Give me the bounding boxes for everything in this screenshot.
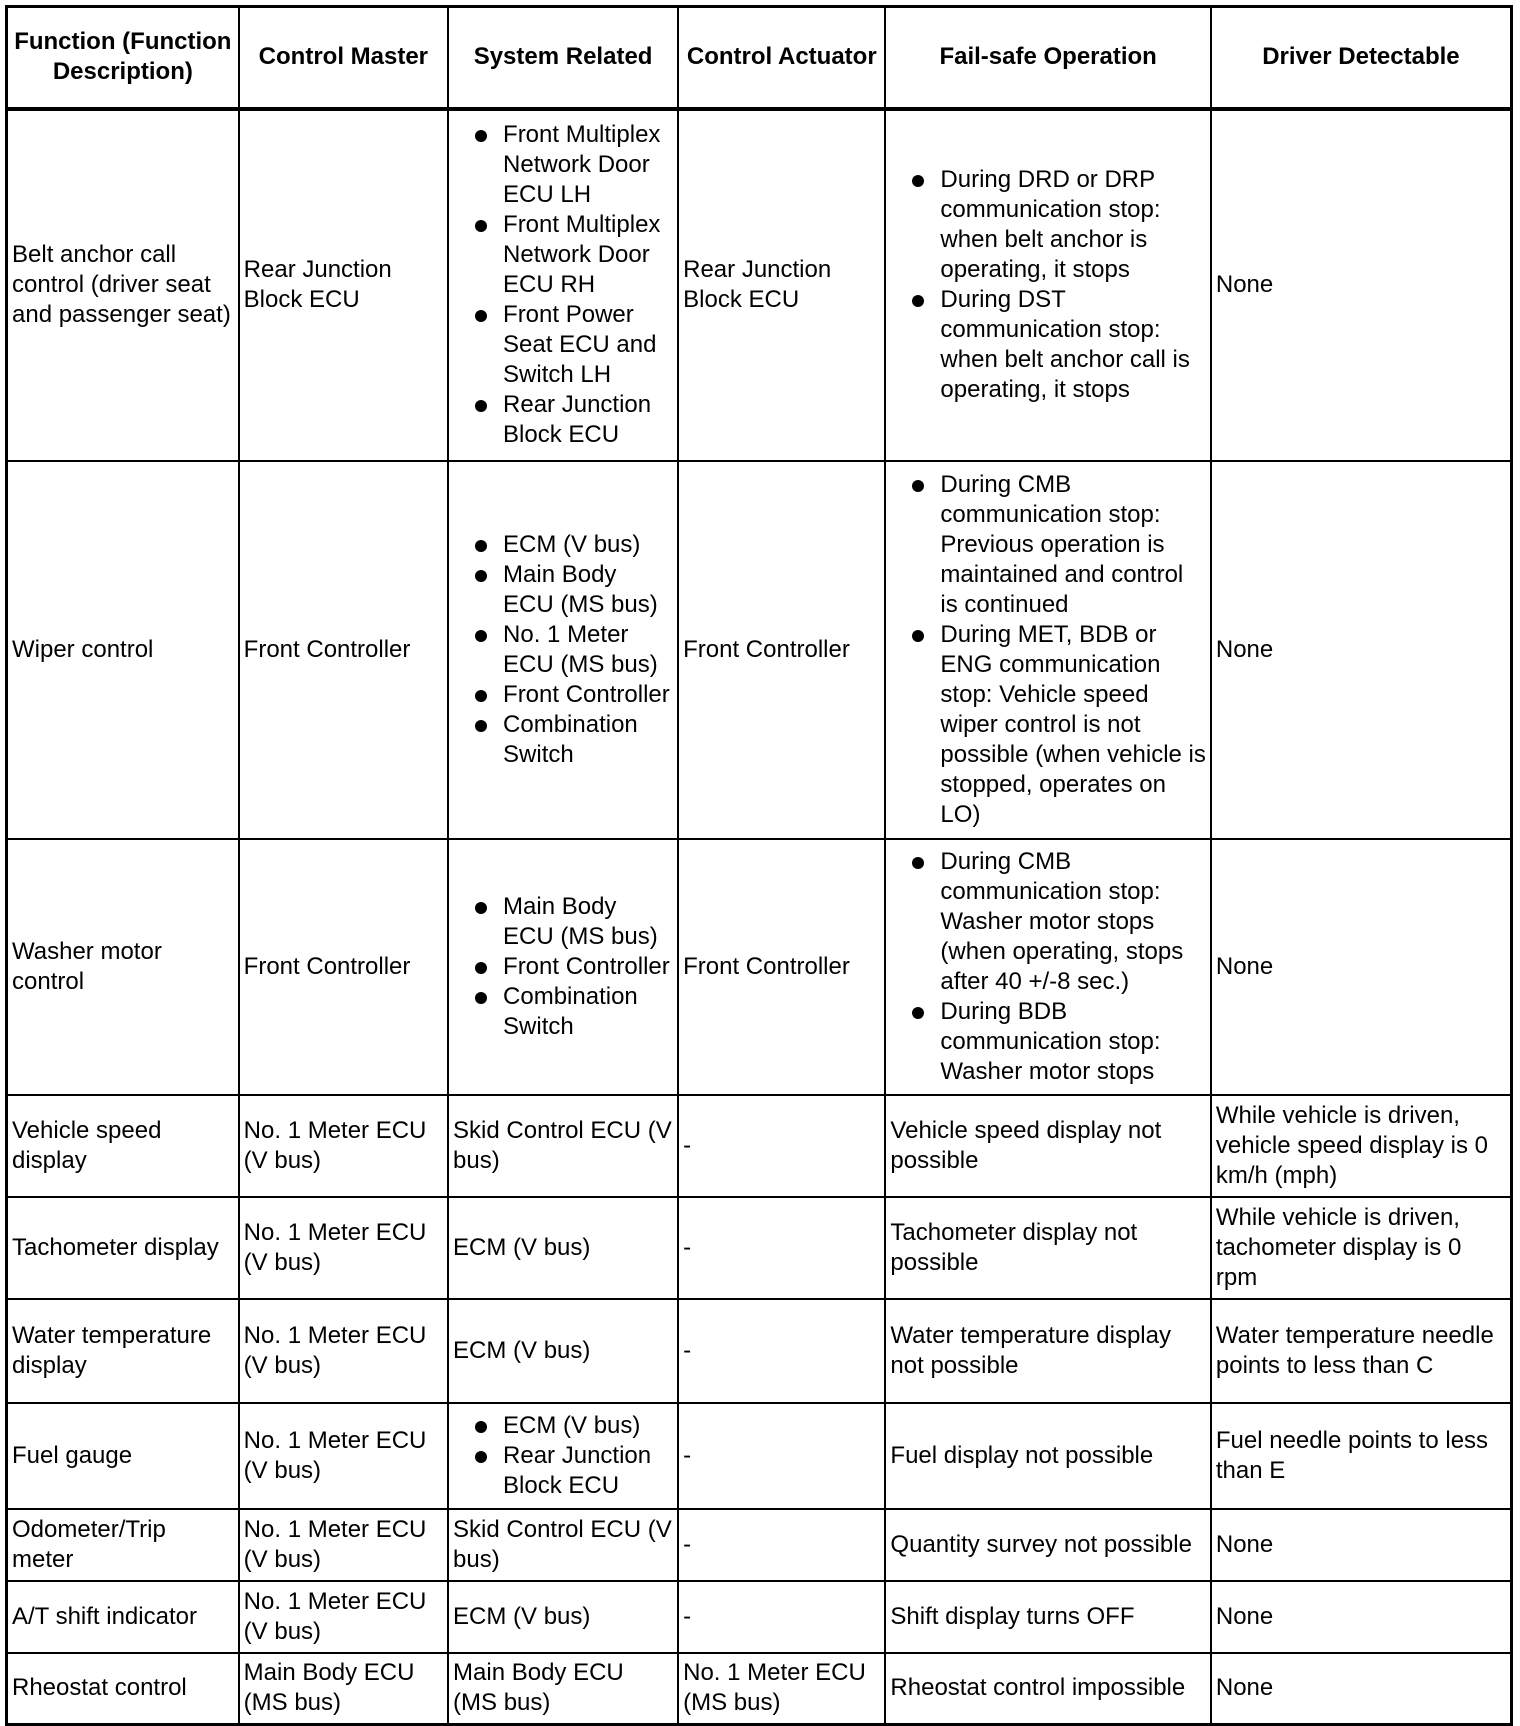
header-system-related: System Related (448, 7, 678, 109)
system-related-cell: ECM (V bus) (448, 1581, 678, 1653)
control-actuator-cell: Front Controller (678, 839, 885, 1095)
system-related-cell: ECM (V bus) (448, 1299, 678, 1403)
function-cell: Water temperature display (7, 1299, 239, 1403)
table-row (7, 109, 1512, 461)
driver-detectable-cell: Fuel needle points to less than E (1211, 1403, 1512, 1509)
bullet-item: During CMB communication stop: Previous operation is maintained and control is continued (890, 470, 1205, 620)
control-master-cell: Front Controller (239, 839, 448, 1095)
driver-detectable-cell: While vehicle is driven, vehicle speed display is 0 km/h (mph) (1211, 1095, 1512, 1197)
function-cell: Rheostat control (7, 1653, 239, 1725)
function-cell: Washer motor control (7, 839, 239, 1095)
control-master-cell: Main Body ECU (MS bus) (239, 1653, 448, 1725)
control-actuator-cell: Front Controller (678, 461, 885, 839)
bullet-item: During BDB communication stop: Washer motor stops (890, 997, 1205, 1087)
driver-detectable-cell: While vehicle is driven, tachometer display is 0 rpm (1211, 1197, 1512, 1299)
control-actuator-cell: - (678, 1299, 885, 1403)
header-row (7, 7, 1512, 109)
bullet-item: During DST communication stop: when belt anchor call is operating, it stops (890, 285, 1205, 405)
bullet-list (453, 892, 673, 1042)
system-related-cell: Skid Control ECU (V bus) (448, 1509, 678, 1581)
table-row (7, 1581, 1512, 1653)
header-function: Function (Function Description) (7, 7, 239, 109)
control-master-cell: No. 1 Meter ECU (V bus) (239, 1197, 448, 1299)
system-related-cell: ECM (V bus) (448, 1197, 678, 1299)
control-actuator-cell: - (678, 1403, 885, 1509)
driver-detectable-cell: None (1211, 1509, 1512, 1581)
bullet-item: ECM (V bus) (453, 1411, 673, 1441)
header-driver-detectable: Driver Detectable (1211, 7, 1512, 109)
bullet-item: Front Multiplex Network Door ECU RH (453, 210, 673, 300)
control-actuator-cell: - (678, 1509, 885, 1581)
table-row (7, 1197, 1512, 1299)
bullet-item: Rear Junction Block ECU (453, 1441, 673, 1501)
fail-safe-cell: Shift display turns OFF (885, 1581, 1210, 1653)
table-row (7, 1095, 1512, 1197)
table-row (7, 1509, 1512, 1581)
function-cell: A/T shift indicator (7, 1581, 239, 1653)
table-row (7, 461, 1512, 839)
control-master-cell: No. 1 Meter ECU (V bus) (239, 1509, 448, 1581)
bullet-item: During MET, BDB or ENG communication stop: Vehicle speed wiper control is not possible (when vehicle is stopped, operates on LO) (890, 620, 1205, 830)
header-fail-safe: Fail-safe Operation (885, 7, 1210, 109)
driver-detectable-cell: None (1211, 839, 1512, 1095)
bullet-list (890, 165, 1205, 405)
bullet-list (890, 847, 1205, 1087)
control-master-cell: No. 1 Meter ECU (V bus) (239, 1403, 448, 1509)
fail-safe-cell: Water temperature display not possible (885, 1299, 1210, 1403)
driver-detectable-cell: None (1211, 461, 1512, 839)
bullet-item: Combination Switch (453, 982, 673, 1042)
control-master-cell: No. 1 Meter ECU (V bus) (239, 1581, 448, 1653)
system-related-cell (448, 839, 678, 1095)
bullet-item: Main Body ECU (MS bus) (453, 560, 673, 620)
control-master-cell: Rear Junction Block ECU (239, 109, 448, 461)
control-actuator-cell: - (678, 1581, 885, 1653)
control-master-cell: No. 1 Meter ECU (V bus) (239, 1095, 448, 1197)
fail-safe-cell: Vehicle speed display not possible (885, 1095, 1210, 1197)
function-cell: Vehicle speed display (7, 1095, 239, 1197)
bullet-item: Front Controller (453, 952, 673, 982)
table-row (7, 1299, 1512, 1403)
bullet-item: During CMB communication stop: Washer motor stops (when operating, stops after 40 +/-8 sec.) (890, 847, 1205, 997)
driver-detectable-cell: None (1211, 109, 1512, 461)
system-related-cell (448, 1403, 678, 1509)
bullet-list (890, 470, 1205, 830)
bullet-item: Front Power Seat ECU and Switch LH (453, 300, 673, 390)
bullet-item: Rear Junction Block ECU (453, 390, 673, 450)
fail-safe-cell (885, 839, 1210, 1095)
bullet-list (453, 120, 673, 450)
bullet-list (453, 1411, 673, 1501)
bullet-item: Main Body ECU (MS bus) (453, 892, 673, 952)
system-related-cell (448, 109, 678, 461)
control-actuator-cell: - (678, 1095, 885, 1197)
driver-detectable-cell: None (1211, 1581, 1512, 1653)
bullet-item: ECM (V bus) (453, 530, 673, 560)
fail-safe-cell: Quantity survey not possible (885, 1509, 1210, 1581)
control-actuator-cell: No. 1 Meter ECU (MS bus) (678, 1653, 885, 1725)
driver-detectable-cell: Water temperature needle points to less than C (1211, 1299, 1512, 1403)
bullet-item: Front Multiplex Network Door ECU LH (453, 120, 673, 210)
bullet-item: Combination Switch (453, 710, 673, 770)
control-actuator-cell: Rear Junction Block ECU (678, 109, 885, 461)
control-master-cell: Front Controller (239, 461, 448, 839)
table-body (7, 109, 1512, 1725)
function-cell: Tachometer display (7, 1197, 239, 1299)
function-cell: Fuel gauge (7, 1403, 239, 1509)
fail-safe-cell: Tachometer display not possible (885, 1197, 1210, 1299)
system-related-cell (448, 461, 678, 839)
fail-safe-cell: Fuel display not possible (885, 1403, 1210, 1509)
table-row (7, 1653, 1512, 1725)
bullet-list (453, 530, 673, 770)
function-table (5, 5, 1513, 1726)
fail-safe-cell: Rheostat control impossible (885, 1653, 1210, 1725)
function-cell: Wiper control (7, 461, 239, 839)
table-row (7, 839, 1512, 1095)
system-related-cell: Main Body ECU (MS bus) (448, 1653, 678, 1725)
bullet-item: No. 1 Meter ECU (MS bus) (453, 620, 673, 680)
table-row (7, 1403, 1512, 1509)
driver-detectable-cell: None (1211, 1653, 1512, 1725)
bullet-item: Front Controller (453, 680, 673, 710)
header-control-master: Control Master (239, 7, 448, 109)
bullet-item: During DRD or DRP communication stop: when belt anchor is operating, it stops (890, 165, 1205, 285)
control-actuator-cell: - (678, 1197, 885, 1299)
function-cell: Odometer/Trip meter (7, 1509, 239, 1581)
fail-safe-cell (885, 461, 1210, 839)
system-related-cell: Skid Control ECU (V bus) (448, 1095, 678, 1197)
control-master-cell: No. 1 Meter ECU (V bus) (239, 1299, 448, 1403)
document-page (5, 5, 1513, 1726)
function-cell: Belt anchor call control (driver seat and passenger seat) (7, 109, 239, 461)
fail-safe-cell (885, 109, 1210, 461)
header-control-actuator: Control Actuator (678, 7, 885, 109)
